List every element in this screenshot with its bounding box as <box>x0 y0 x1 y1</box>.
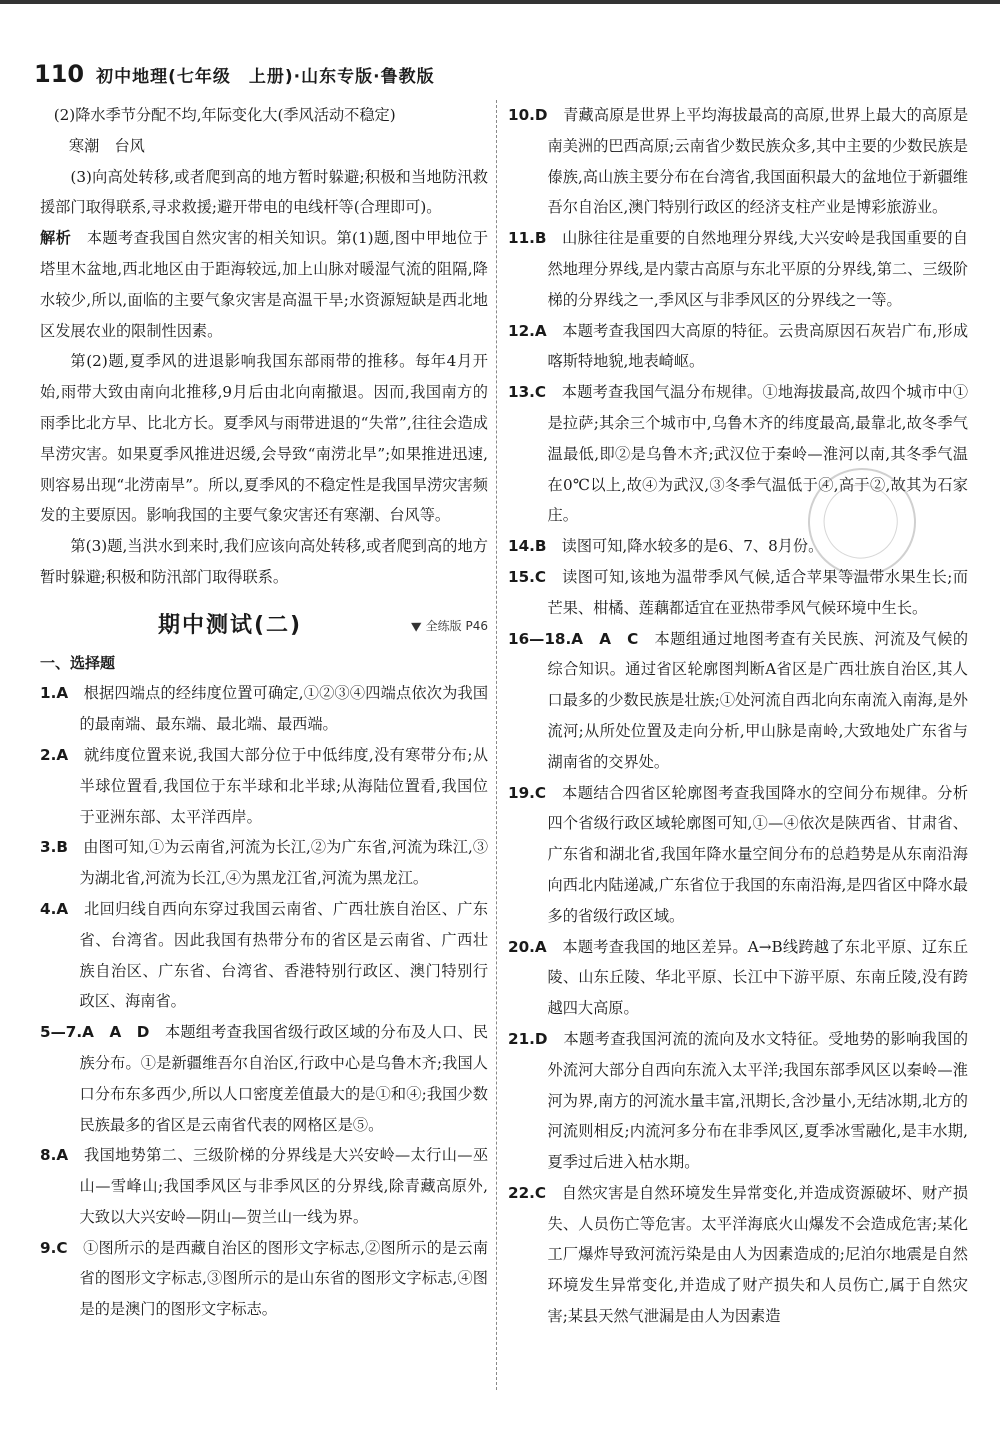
question-text: 本题考查我国气温分布规律。①地海拔最高,故四个城市中①是拉萨;其余三个城市中,乌鲁木齐的纬度最高,最靠北,故冬季气温最低,即②是乌鲁木齐;武汉位于秦岭—淮河以南,其冬季气温在0℃以上,故④为武汉,③冬季气温低于④,高于②,故其为石家庄。 <box>547 383 969 525</box>
page-number: 110 <box>34 60 85 88</box>
section-title: 期中测试(二) <box>158 612 303 638</box>
question-number: 21.D <box>508 1029 548 1048</box>
question-text: 就纬度位置来说,我国大部分位于中低纬度,没有寒带分布;从半球位置看,我国位于东半球和北半球;从海陆位置看,我国位于亚洲东部、太平洋西岸。 <box>79 745 489 826</box>
question-number: 13.C <box>508 383 547 402</box>
analysis-paragraph-3: 第(3)题,当洪水到来时,我们应该向高处转移,或者爬到高的地方暂时躲避;积极和防汛部门取得联系。 <box>40 537 488 586</box>
question-item <box>508 1332 968 1363</box>
question-item <box>508 562 968 624</box>
question-text: 读图可知,该地为温带季风气候,适合苹果等温带水果生长;而芒果、柑橘、莲藕都适宜在亚热带季风气候环境中生长。 <box>547 567 969 617</box>
question-item <box>508 223 968 315</box>
question-number: 4.A <box>40 899 69 918</box>
section-header <box>40 611 488 642</box>
question-item <box>40 1140 488 1232</box>
page-header <box>34 60 435 94</box>
question-text: 本题结合四省区轮廓图考查我国降水的空间分布规律。分析四个省级行政区域轮廓图可知,①—④依次是陕西省、甘肃省、广东省和湖北省,我国年降水量空间分布的总趋势是从东南沿海向西北内陆递减,广东省位于我国的东南沿海,是四省区中降水最多的省级行政区域。 <box>547 783 969 925</box>
analysis-label: 解析 <box>40 229 72 248</box>
question-text: 山脉往往是重要的自然地理分界线,大兴安岭是我国重要的自然地理分界线,是内蒙古高原与东北平原的分界线,第二、三级阶梯的分界线之一,季风区与非季风区的分界线之一等。 <box>547 229 969 309</box>
question-number: 16—18.A A C <box>508 629 639 648</box>
question-text: 我国地势第二、三级阶梯的分界线是大兴安岭—太行山—巫山—雪峰山;我国季风区与非季风区的分界线,除青藏高原外,大致以大兴安岭—阴山—贺兰山一线为界。 <box>79 1146 489 1226</box>
question-text: 根据四端点的经纬度位置可确定,①②③④四端点依次为我国的最南端、最东端、最北端、最西端。 <box>79 684 489 734</box>
question-text: 本题考查我国四大高原的特征。云贵高原因石灰岩广布,形成喀斯特地貌,地表崎岖。 <box>547 321 969 371</box>
question-number: 2.A <box>40 745 69 764</box>
question-text: 本题组考查我国省级行政区域的分布及人口、民族分布。①是新疆维吾尔自治区,行政中心是乌鲁木齐;我国人口分布东多西少,所以人口密度差值最大的是①和④;我国少数民族最多的省区是云南省代表的网格区是⑤。 <box>79 1023 488 1134</box>
question-number: 1.A <box>40 684 69 703</box>
question-number: 15.C <box>508 567 547 586</box>
analysis-paragraph-1 <box>40 223 488 346</box>
analysis-paragraph-2: 第(2)题,夏季风的进退影响我国东部雨带的推移。每年4月开始,雨带大致由南向北推移,9月后由北向南撤退。因而,我国南方的雨季比北方早、比北方长。夏季风与雨带进退的“失常”,往往会造成旱涝灾害。如果夏季风推进迟缓,会导致“南涝北旱”;如果推进迅速,则容易出现“北涝南旱”。所以,夏季风的不稳定性是我国旱涝灾害频发的主要原因。影响我国的主要气象灾害还有寒潮、台风等。 <box>40 352 488 525</box>
question-text: ①图所示的是西藏自治区的图形文字标志,②图所示的是云南省的图形文字标志,③图所示的是山东省的图形文字标志,④图是的是澳门的图形文字标志。 <box>79 1238 489 1319</box>
question-item <box>40 894 488 1017</box>
question-item <box>40 740 488 832</box>
question-item <box>508 1363 968 1394</box>
question-text: 本题考查我国的地区差异。A→B线跨越了东北平原、辽东丘陵、山东丘陵、华北平原、长江中下游平原、东南丘陵,没有跨越四大高原。 <box>547 937 969 1018</box>
question-number: 11.B <box>508 229 547 248</box>
top-rule <box>0 0 1000 4</box>
question-item <box>40 678 488 740</box>
question-item <box>508 100 968 223</box>
question-text: 青藏高原是世界上平均海拔最高的高原,世界上最大的高原是南美洲的巴西高原;云南省少数民族众多,其中主要的少数民族是傣族,高山族主要分布在台湾省,我国面积最大的盆地位于新疆维吾尔自治区,澳门特别行政区的经济支柱产业是博彩旅游业。 <box>547 106 969 217</box>
question-number: 10.D <box>508 106 548 124</box>
section-ref-text: 全练版 P46 <box>425 618 488 633</box>
right-column <box>508 100 968 1393</box>
left-items <box>40 678 488 1325</box>
question-text: 由图可知,①为云南省,河流为长江,②为广东省,河流为珠江,③为湖北省,河流为长江,④为黑龙江省,河流为黑龙江。 <box>79 838 489 888</box>
question-number: 19.C <box>508 783 547 802</box>
question-text: 自然灾害是自然环境发生异常变化,并造成资源破坏、财产损失、人员伤亡等危害。太平洋海底火山爆发不会造成危害;某化工厂爆炸导致河流污染是由人为因素造成的;尼泊尔地震是自然环境发生异常变化,并造成了财产损失和人员伤亡,属于自然灾害;某县天然气泄漏是由人为因素造 <box>547 1183 969 1326</box>
question-item <box>508 1024 968 1178</box>
answer-2: (2)降水季节分配不均,年际变化大(季风活动不稳定) <box>53 106 396 124</box>
book-title: 初中地理(七年级 上册)·山东专版·鲁教版 <box>96 67 435 87</box>
question-number: 22.C <box>508 1183 547 1202</box>
question-text: 北回归线自西向东穿过我国云南省、广西壮族自治区、广东省、台湾省。因此我国有热带分布的省区是云南省、广西壮族自治区、广东省、台湾省、香港特别行政区、澳门特别行政区、海南省。 <box>79 899 489 1011</box>
question-text: 本题组通过地图考查有关民族、河流及气候的综合知识。通过省区轮廓图判断A省区是广西壮族自治区,其人口最多的少数民族是壮族;①处河流自西北向东南流入南海,是外流河;从所处位置及走向分析,甲山脉是南岭,大致地处广东省与湖南省的交界处。 <box>547 629 969 771</box>
left-column <box>40 100 488 1325</box>
question-item <box>508 932 968 1024</box>
question-item <box>508 1178 968 1332</box>
question-number: 14.B <box>508 537 547 556</box>
question-number: 9.C <box>40 1238 68 1257</box>
question-number: 20.A <box>508 937 547 956</box>
question-item <box>40 1017 488 1140</box>
question-number: 8.A <box>40 1146 69 1165</box>
part-heading: 一、选择题 <box>40 653 116 672</box>
column-divider <box>496 100 497 1390</box>
answer-3: (3)向高处转移,或者爬到高的地方暂时躲避;积极和当地防汛救援部门取得联系,寻求救援;避开带电的电线杆等(合理即可)。 <box>40 167 488 217</box>
question-number: 5—7.A A D <box>40 1023 150 1042</box>
question-item <box>508 778 968 932</box>
question-text: 读图可知,降水较多的是6、7、8月份。 <box>561 537 824 556</box>
question-item <box>40 832 488 894</box>
question-item <box>40 1233 488 1325</box>
question-item <box>508 624 968 778</box>
question-number: 3.B <box>40 838 68 857</box>
section-ref <box>413 611 488 642</box>
answer-2-extra: 寒潮 台风 <box>68 136 145 155</box>
question-text: 本题考查我国河流的流向及水文特征。受地势的影响我国的外流河大部分自西向东流入太平洋;我国东部季风区以秦岭—淮河为界,南方的河流水量丰富,汛期长,含沙量小,无结冰期,北方的河流则相反;内流河多分布在非季风区,夏季冰雪融化,是丰水期,夏季过后进入枯水期。 <box>547 1029 969 1172</box>
question-item <box>508 316 968 378</box>
analysis-text-1: 本题考查我国自然灾害的相关知识。第(1)题,图中甲地位于塔里木盆地,西北地区由于距海较远,加上山脉对暖湿气流的阻隔,降水较少,所以,面临的主要气象灾害是高温干旱;水资源短缺是西北地区发展农业的限制性因素。 <box>40 229 489 340</box>
question-number: 12.A <box>508 321 547 340</box>
arrow-icon <box>411 618 424 631</box>
